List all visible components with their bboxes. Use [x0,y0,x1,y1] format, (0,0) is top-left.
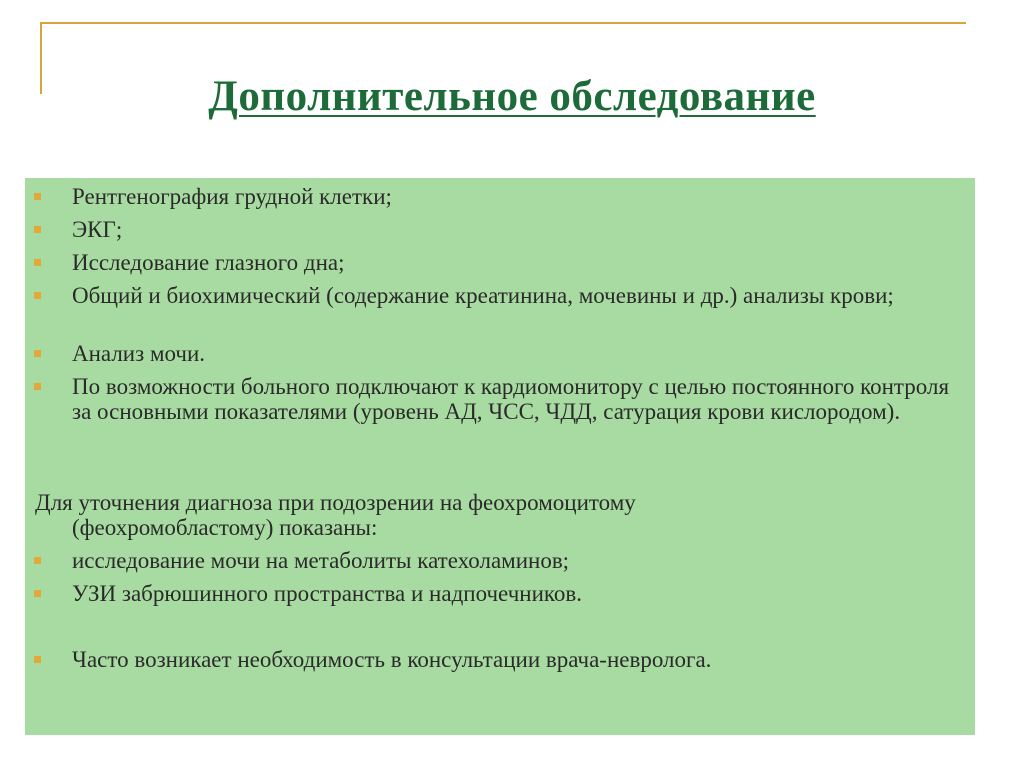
square-bullet-icon [34,193,41,200]
decorative-horizontal-line [40,22,966,24]
list-item-text: ЭКГ; [72,217,123,242]
square-bullet-icon [34,226,41,233]
intro-paragraph-line1: Для уточнения диагноза при подозрении на феохромоцитому [35,490,636,515]
intro-paragraph [35,490,955,540]
list-item-text: УЗИ забрюшинного пространства и надпочечников. [72,581,582,606]
list-item-text: исследование мочи на метаболиты катехоламинов; [72,548,570,573]
square-bullet-icon [34,557,41,564]
list-item-text: Анализ мочи. [72,341,206,366]
content-box [25,178,975,735]
square-bullet-icon [34,292,41,299]
square-bullet-icon [34,383,41,390]
list-item-text: По возможности больного подключают к кардиомонитору с целью постоянного контроля за основными показателями (уровень АД, ЧСС, ЧДД, сатурация крови кислородом). [72,374,950,424]
list-item-text: Часто возникает необходимость в консультации врача-невролога. [72,647,712,672]
intro-paragraph-line2: (феохромобластому) показаны: [72,515,378,540]
list-item-text: Общий и биохимический (содержание креатинина, мочевины и др.) анализы крови; [72,283,894,308]
list-item-text: Рентгенография грудной клетки; [72,184,392,209]
square-bullet-icon [34,259,41,266]
square-bullet-icon [34,656,41,663]
square-bullet-icon [34,350,41,357]
list-item-text: Исследование глазного дна; [72,250,345,275]
square-bullet-icon [34,590,41,597]
slide-title: Дополнительное обследование [208,73,816,120]
